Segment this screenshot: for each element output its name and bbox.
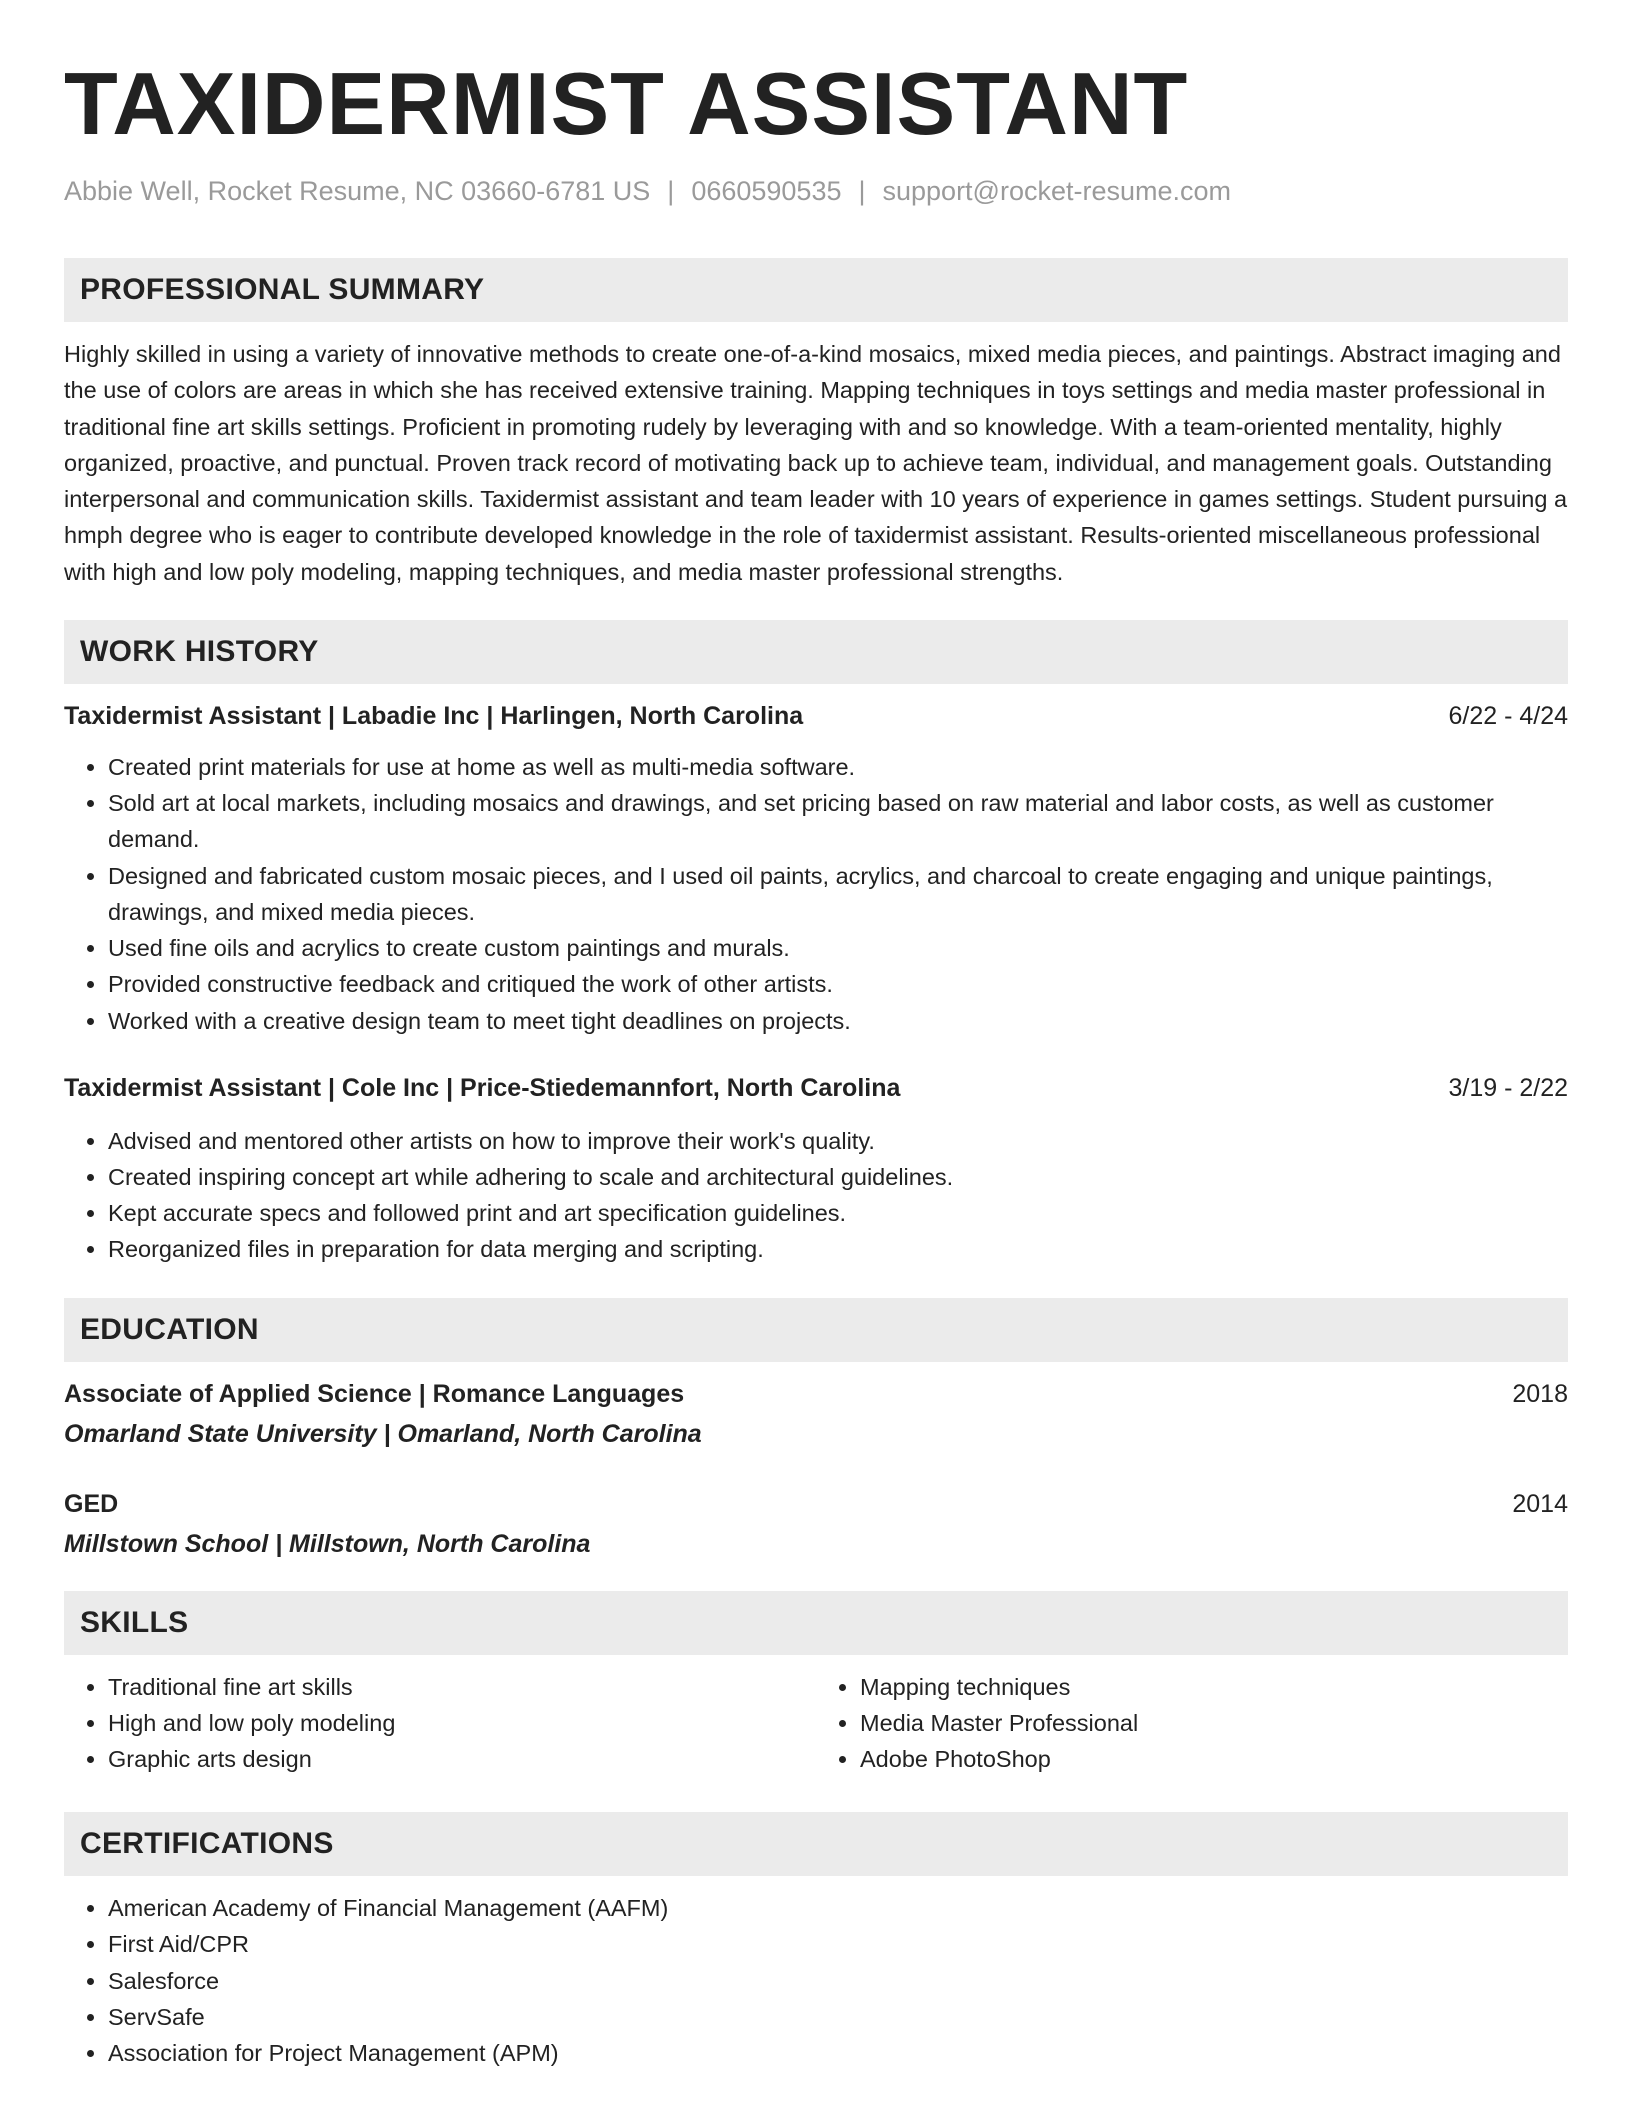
list-item: • Used fine oils and acrylics to create custom paintings and murals.	[108, 930, 1568, 966]
page-title: TAXIDERMIST ASSISTANT	[64, 54, 1189, 153]
list-item: • High and low poly modeling	[108, 1705, 816, 1741]
job-dates: 6/22 - 4/24	[1448, 702, 1568, 731]
list-item: • Reorganized files in preparation for data merging and scripting.	[108, 1231, 1568, 1267]
skills-column-right	[816, 1669, 1568, 1778]
education-entry	[64, 1487, 1568, 1561]
section-title: EDUCATION	[80, 1312, 259, 1346]
education-school: Millstown School | Millstown, North Carolina	[64, 1529, 591, 1558]
section-title: PROFESSIONAL SUMMARY	[80, 273, 485, 306]
list-item: • Traditional fine art skills	[108, 1669, 816, 1705]
job-bullets	[64, 749, 1568, 1039]
contact-email: support@rocket-resume.com	[882, 176, 1232, 206]
contact-address: Abbie Well, Rocket Resume, NC 03660-6781 US	[64, 176, 651, 206]
section-header-education	[64, 1298, 1568, 1362]
list-item: • Created print materials for use at home as well as multi-media software.	[108, 749, 1568, 785]
list-item: • Worked with a creative design team to meet tight deadlines on projects.	[108, 1003, 1568, 1039]
list-item: • Association for Project Management (APM)	[108, 2035, 1568, 2071]
section-header-summary	[64, 258, 1568, 322]
list-item: • Designed and fabricated custom mosaic pieces, and I used oil paints, acrylics, and charcoal to create engaging and unique paintings, drawings, and mixed media pieces.	[108, 858, 1568, 930]
list-item: • Adobe PhotoShop	[860, 1741, 1568, 1777]
summary-text: Highly skilled in using a variety of innovative methods to create one-of-a-kind mosaics, mixed media pieces, and paintings. Abstract imaging and the use of colors are areas in which she has received extensive training. Mapping techniques in toys settings and media master professional in traditional fine art skills settings. Proficient in promoting rudely by leveraging with and so knowledge. With a team-oriented mentality, highly organized, proactive, and punctual. Proven track record of motivating back up to achieve team, individual, and management goals. Outstanding interpersonal and communication skills. Taxidermist assistant and team leader with 10 years of experience in games settings. Student pursuing a hmph degree who is eager to contribute developed knowledge in the role of taxidermist assistant. Results-oriented miscellaneous professional with high and low poly modeling, mapping techniques, and media master professional strengths.	[64, 341, 1568, 585]
job-dates: 3/19 - 2/22	[1448, 1073, 1568, 1102]
list-item: • Advised and mentored other artists on how to improve their work's quality.	[108, 1123, 1568, 1159]
job-entry	[64, 699, 1568, 1039]
section-title: WORK HISTORY	[80, 635, 319, 669]
list-item: • Graphic arts design	[108, 1741, 816, 1777]
education-degree: GED	[64, 1489, 119, 1518]
list-item: • Mapping techniques	[860, 1669, 1568, 1705]
section-title: CERTIFICATIONS	[80, 1827, 334, 1861]
section-header-certifications	[64, 1812, 1568, 1876]
job-header	[64, 699, 1568, 733]
contact-phone: 0660590535	[691, 176, 842, 206]
certifications-list	[64, 1890, 1568, 2071]
job-header	[64, 1071, 1568, 1105]
list-item: • ServSafe	[108, 1999, 1568, 2035]
resume-page	[64, 0, 1568, 2071]
list-item: • Created inspiring concept art while adhering to scale and architectural guidelines.	[108, 1159, 1568, 1195]
education-entry	[64, 1377, 1568, 1451]
list-item: • First Aid/CPR	[108, 1926, 1568, 1962]
list-item: • Media Master Professional	[860, 1705, 1568, 1741]
contact-separator: |	[858, 176, 866, 206]
education-year: 2014	[1512, 1489, 1568, 1518]
education-degree: Associate of Applied Science | Romance Languages	[64, 1379, 685, 1408]
education-header	[64, 1377, 1568, 1411]
list-item: • Kept accurate specs and followed print and art specification guidelines.	[108, 1195, 1568, 1231]
job-title: Taxidermist Assistant | Labadie Inc | Harlingen, North Carolina	[64, 702, 804, 731]
section-header-skills	[64, 1591, 1568, 1655]
job-title: Taxidermist Assistant | Cole Inc | Price-Stiedemannfort, North Carolina	[64, 1073, 901, 1102]
contact-line	[64, 174, 1568, 208]
education-school: Omarland State University | Omarland, North Carolina	[64, 1419, 702, 1448]
section-title: SKILLS	[80, 1605, 189, 1639]
education-header	[64, 1487, 1568, 1521]
skills-column-left	[64, 1669, 816, 1778]
job-bullets	[64, 1123, 1568, 1268]
list-item: • Provided constructive feedback and critiqued the work of other artists.	[108, 966, 1568, 1002]
list-item: • American Academy of Financial Management (AAFM)	[108, 1890, 1568, 1926]
skills-grid	[64, 1669, 1568, 1778]
job-entry	[64, 1071, 1568, 1268]
list-item: • Salesforce	[108, 1963, 1568, 1999]
contact-separator: |	[667, 176, 675, 206]
education-year: 2018	[1512, 1379, 1568, 1408]
list-item: • Sold art at local markets, including mosaics and drawings, and set pricing based on raw material and labor costs, as well as customer demand.	[108, 785, 1568, 857]
section-header-work	[64, 620, 1568, 684]
